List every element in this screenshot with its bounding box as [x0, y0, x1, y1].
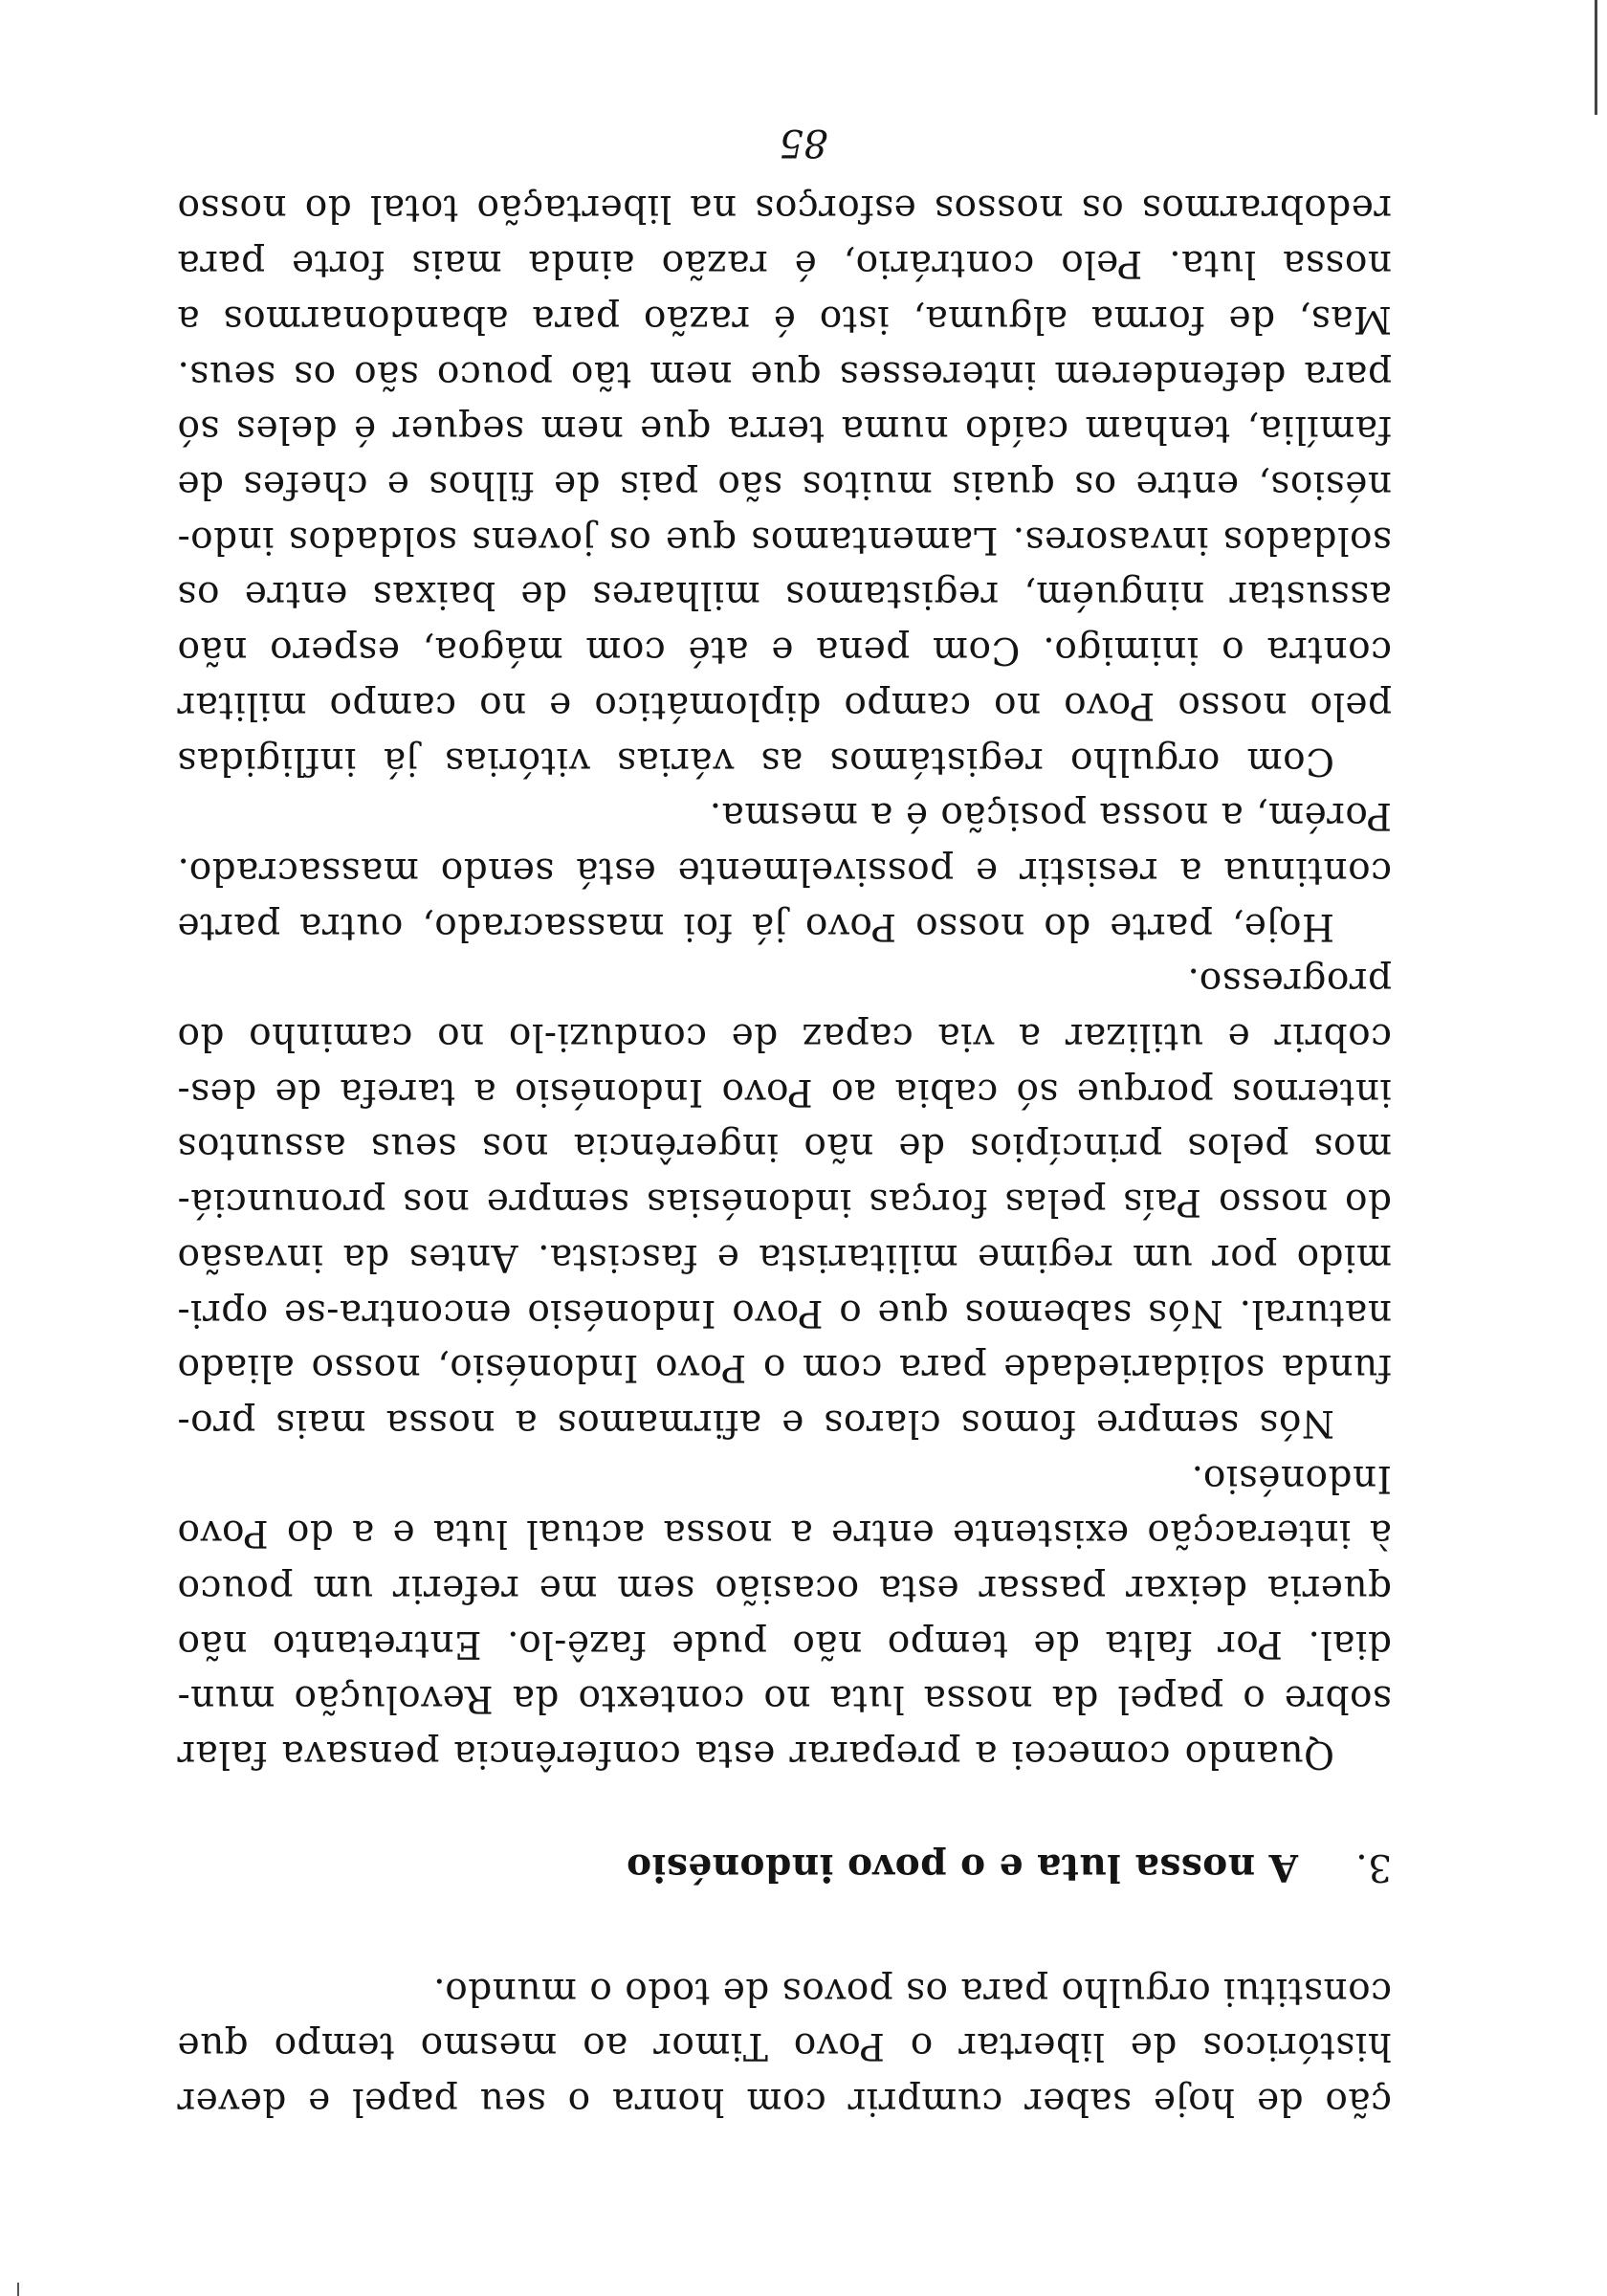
text-line: internos porque só cabia ao Povo Indonésio a tarefa de des- [177, 1070, 1392, 1114]
text-line: Quando comecei a preparar esta conferência pensava falar [177, 1733, 1334, 1777]
section-heading [177, 1839, 1392, 1894]
text-line: sobre o papel da nossa luta no contexto da Revolução mun- [177, 1677, 1392, 1721]
text-line: funda solidariedade para com o Povo Indonésio, nosso aliado [177, 1346, 1392, 1390]
text-line: históricos de libertar o Povo Timor ao mesmo tempo que [177, 2024, 1392, 2068]
text-line: cobrir e utilizar a via capaz de conduzi-lo no caminho do [177, 1015, 1392, 1059]
text-line: contra o inimigo. Com pena e até com mágoa, espero não [177, 629, 1392, 673]
text-line: do nosso País pelas forças indonésias sempre nos pronunciá- [177, 1181, 1392, 1225]
text-line: continua a resistir e possivelmente está sendo massacrado. [177, 849, 1392, 893]
text-line: Mas, de forma alguma, isto é razão para abandonarmos a [177, 297, 1392, 341]
text-line: pelo nosso Povo no campo diplomático e no campo militar [177, 683, 1392, 727]
text-line: mido por um regime militarista e fascista. Antes da invasão [177, 1235, 1392, 1279]
text-line: dial. Por falta de tempo não pude fazê-lo. Entretanto não [177, 1622, 1392, 1666]
text-line: família, tenham caído numa terra que nem sequer é deles só [177, 408, 1392, 452]
text-line: nésios, entre os quais muitos são pais de filhos e chefes de [177, 463, 1392, 507]
section-number: 3. [1354, 1844, 1392, 1888]
text-line: nossa luta. Pelo contrário, é razão ainda mais forte para [177, 242, 1392, 286]
text-line: à interacção existente entre a nossa actual luta e a do Povo [177, 1512, 1392, 1556]
text-line: Porém, a nossa posição é a mesma. [709, 794, 1392, 838]
text-line: assustar ninguém, registamos milhares de baixas entre os [177, 573, 1392, 617]
scan-edge-mark [17, 2283, 19, 2296]
page-number: 85 [779, 121, 828, 165]
text-line: Indonésio. [1191, 1456, 1392, 1500]
text-line: queria deixar passar esta ocasião sem me referir um pouco [177, 1567, 1392, 1611]
text-line: progresso. [1187, 960, 1392, 1004]
text-line: para defenderem interesses que nem tão pouco são os seus. [177, 352, 1392, 396]
text-line: mos pelos princípios de não ingerência nos seus assuntos [177, 1125, 1392, 1169]
section-title: A nossa luta e o povo indonésio [626, 1844, 1298, 1889]
text-line: Hoje, parte do nosso Povo já foi massacrado, outra parte [177, 904, 1334, 948]
text-line: Nós sempre fomos claros e afirmamos a nossa mais pro- [177, 1401, 1334, 1445]
text-line: natural. Nós sabemos que o Povo Indonésio encontra-se opri- [177, 1291, 1392, 1335]
text-line: soldados invasores. Lamentamos que os jovens soldados indo- [177, 518, 1392, 562]
body-text [177, 181, 1392, 2129]
text-line: Com orgulho registámos as várias vitórias já infligidas [177, 739, 1334, 783]
text-line: constitui orgulho para os povos de todo o mundo. [432, 1969, 1392, 2013]
text-line: redobrarmos os nossos esforços na libertação total do nosso [177, 187, 1392, 231]
scan-edge-mark [1595, 0, 1597, 115]
text-line: ção de hoje saber cumprir com honra o seu papel e dever [177, 2080, 1392, 2123]
